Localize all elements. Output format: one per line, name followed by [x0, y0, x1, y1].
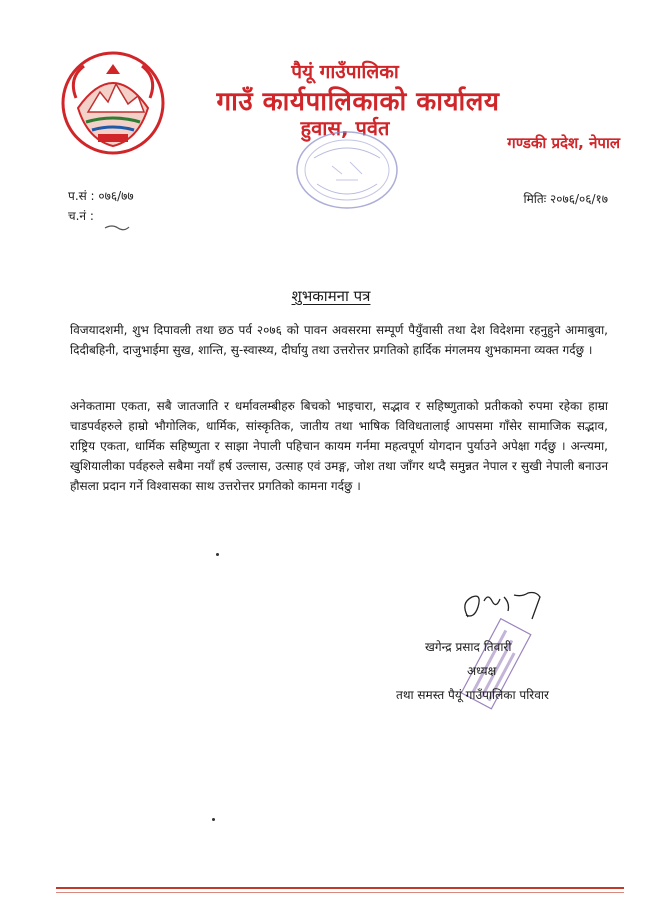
paragraph-greeting: विजयादशमी, शुभ दिपावली तथा छठ पर्व २०७६ को पावन अवसरमा सम्पूर्ण पैयुँवासी तथा देश विदेशमा रहनुहुने आमाबुवा, दिदीबहिनी, दाजुभाईमा सुख, शान्ति, सु-स्वास्थ्य, दीर्घायु तथा उत्तरोत्तर प्रगतिको हार्दिक मंगलमय शुभकामना व्यक्त गर्दछु । [70, 323, 608, 357]
speck [216, 553, 219, 556]
nepal-emblem-icon [58, 48, 168, 158]
signatory-family: तथा समस्त पैयूं गाउँपालिका परिवार [396, 688, 549, 702]
municipality-name: पैयूं गाउँपालिका [291, 61, 399, 83]
office-seal-stamp [292, 128, 402, 212]
speck [212, 818, 215, 821]
office-location: हुवास, पर्वत [300, 116, 390, 140]
signatory-name: खगेन्द्र प्रसाद तिवारी [425, 640, 512, 654]
chalani-number: च.नं : [68, 209, 94, 223]
ink-mark [104, 222, 130, 232]
patra-sankhya: प.सं : ०७६/७७ [68, 189, 134, 203]
paragraph-message: अनेकतामा एकता, सबै जातजाति र धर्मावलम्बीहरु बिचको भाइचारा, सद्भाव र सहिष्णुताको प्रतीकको रुपमा रहेका हाम्रा चाडपर्वहरुले हाम्रो भौगोलिक, धार्मिक, सांस्कृतिक, जातीय तथा भाषिक विविधतालाई आपसमा गाँसेर सामाजिक सद्भाव, राष्ट्रिय एकता, धार्मिक सहिष्णुता र साझा नेपाली पहिचान कायम गर्नमा महत्वपूर्ण योगदान पुर्याउने अपेक्षा गर्दछु । अन्त्यमा, खुशियालीका पर्वहरुले सबैमा नयाँ हर्ष उल्लास, उत्साह एवं उमङ्ग, जोश तथा जाँगर थप्दै समुन्नत नेपाल र सुखी नेपाली बनाउन हौसला प्रदान गर्ने विश्वासका साथ उत्तरोत्तर प्रगतिको कामना गर्दछु । [70, 399, 608, 493]
footer-divider [56, 892, 624, 893]
signatory-title: अध्यक्ष [467, 664, 497, 678]
office-name: गाउँ कार्यपालिकाको कार्यालय [216, 87, 500, 117]
letter-date: मितिः २०७६/०६/१७ [523, 192, 608, 206]
footer-divider [56, 887, 624, 889]
letter-title: शुभकामना पत्र [291, 287, 371, 305]
province-name: गण्डकी प्रदेश, नेपाल [507, 134, 620, 152]
